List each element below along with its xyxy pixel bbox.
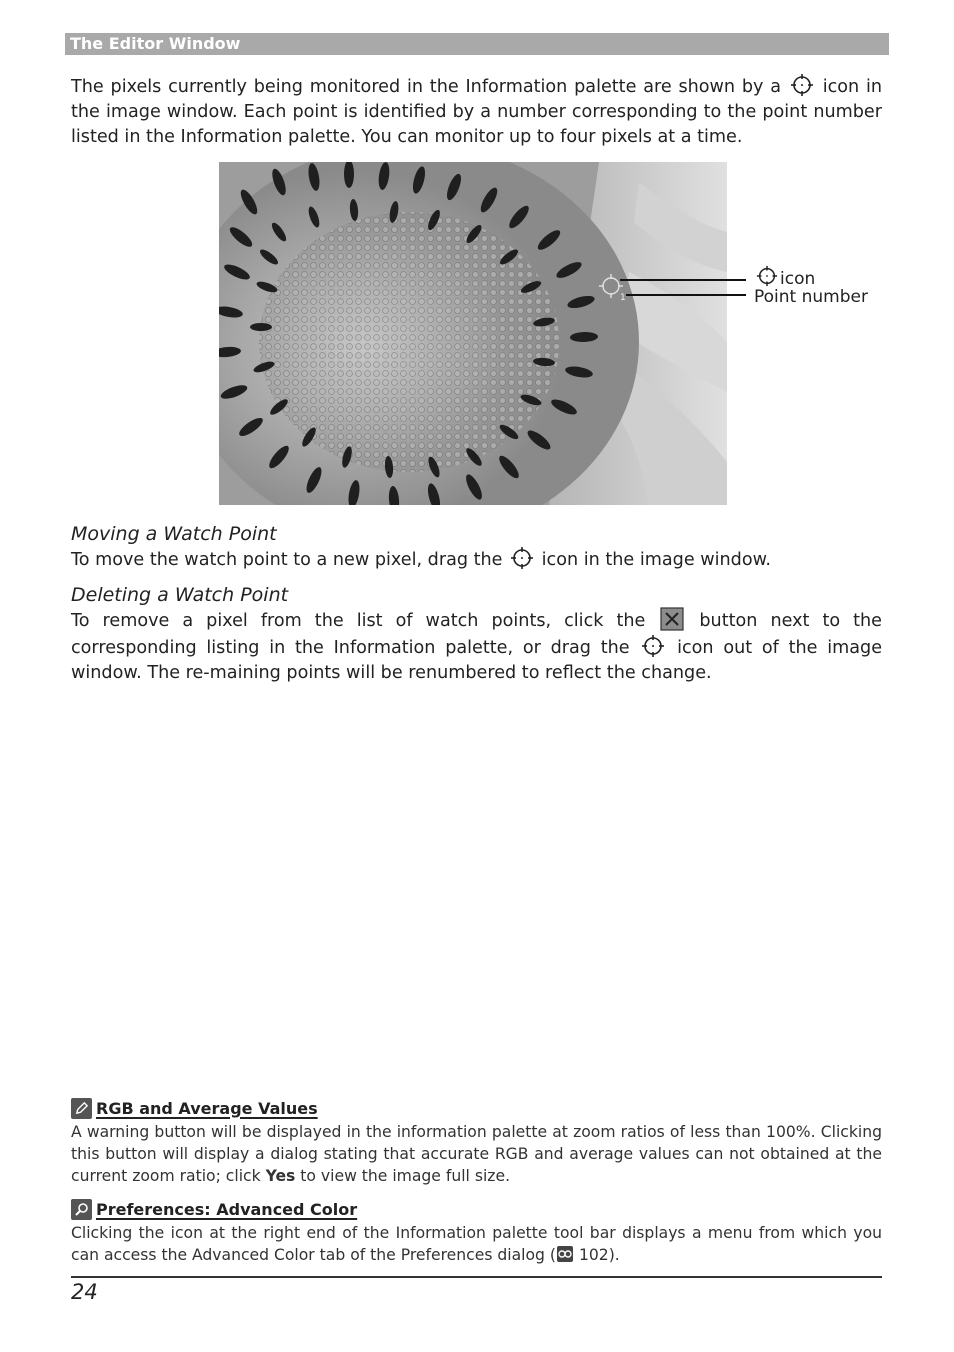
moving-paragraph bbox=[71, 546, 882, 573]
moving-text-2: icon in the image window. bbox=[541, 550, 771, 570]
page-number: 24 bbox=[71, 1280, 98, 1304]
section-title-bar bbox=[65, 33, 889, 55]
sunflower-image bbox=[219, 162, 727, 505]
deleting-paragraph bbox=[71, 607, 882, 686]
pencil-note-icon bbox=[71, 1098, 92, 1119]
deleting-text-1: To remove a pixel from the list of watch points, click the bbox=[71, 611, 646, 631]
icon-label-text: icon bbox=[780, 269, 816, 289]
page-reference-icon bbox=[556, 1245, 574, 1263]
note-preferences-text-1: Clicking the icon at the right end of the Information palette tool bar displays a menu from which you can access the Advanced Color tab of the Preferences dialog ( bbox=[71, 1224, 882, 1264]
note-rgb-title: RGB and Average Values bbox=[96, 1098, 318, 1118]
photo-point-number: 1 bbox=[620, 293, 626, 303]
deleting-text-2: button next to the corresponding listing in the Information palette, or drag the bbox=[71, 611, 883, 658]
point-number-callout-label: Point number bbox=[754, 287, 868, 307]
deleting-text-3: icon out of the image window. The re-maining points will be renumbered to reflect the change. bbox=[71, 638, 883, 683]
delete-x-button-icon bbox=[660, 607, 684, 631]
icon-callout-line bbox=[620, 279, 746, 281]
note-rgb-body bbox=[71, 1121, 882, 1187]
intro-text-2: icon in the image window. Each point is identified by a number corresponding to the point number listed in the Information palette. You can monitor up to four pixels at a time. bbox=[71, 77, 883, 147]
note-rgb-bold-yes: Yes bbox=[265, 1167, 296, 1185]
note-preferences-heading bbox=[71, 1198, 357, 1220]
intro-paragraph bbox=[71, 73, 882, 150]
note-rgb-heading bbox=[71, 1097, 318, 1119]
callout-crosshair-icon bbox=[756, 265, 778, 287]
note-preferences-text-2: 102). bbox=[574, 1246, 620, 1264]
footer-rule bbox=[71, 1276, 882, 1278]
drag-out-crosshair-icon bbox=[641, 634, 665, 658]
note-preferences-title: Preferences: Advanced Color bbox=[96, 1199, 358, 1219]
watch-point-crosshair-icon bbox=[790, 73, 814, 97]
deleting-heading: Deleting a Watch Point bbox=[71, 584, 289, 606]
note-rgb-text-1: A warning button will be displayed in the information palette at zoom ratios of less than 100%. Clicking this button will display a dialog stating that accurate RGB and average values can not obtained at the current zoom ratio; click bbox=[71, 1123, 882, 1185]
section-title: The Editor Window bbox=[70, 34, 241, 53]
icon-callout-label bbox=[756, 265, 815, 289]
sunflower-photo bbox=[219, 162, 727, 505]
moving-heading: Moving a Watch Point bbox=[71, 523, 277, 545]
moving-text-1: To move the watch point to a new pixel, drag the bbox=[71, 550, 503, 570]
note-rgb-text-2: to view the image full size. bbox=[300, 1167, 511, 1185]
drag-crosshair-icon bbox=[510, 546, 534, 570]
point-number-callout-line bbox=[626, 294, 746, 296]
magnifier-note-icon bbox=[71, 1199, 92, 1220]
intro-text-1: The pixels currently being monitored in the Information palette are shown by a bbox=[71, 77, 782, 97]
note-preferences-body bbox=[71, 1222, 882, 1266]
